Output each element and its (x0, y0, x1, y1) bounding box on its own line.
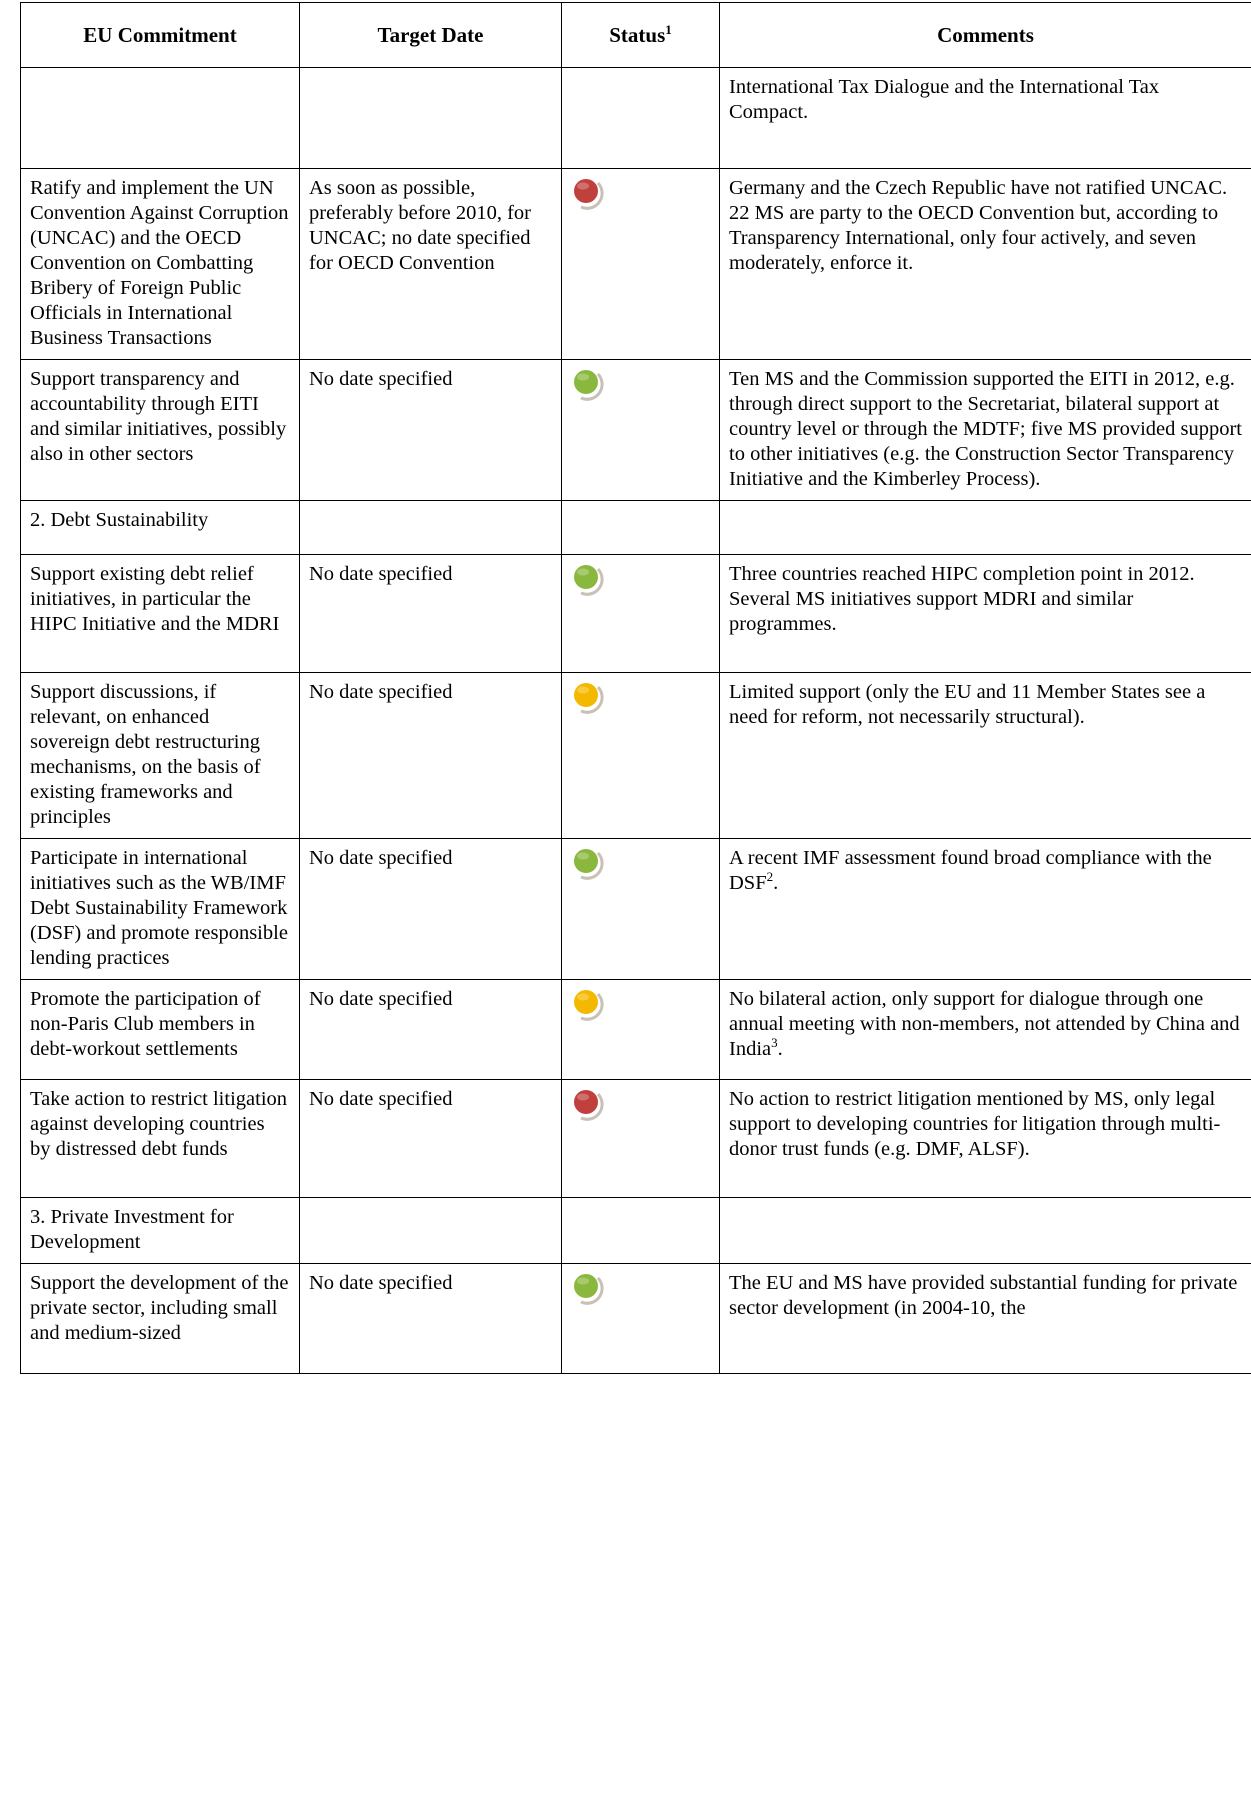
table-row (21, 1264, 1251, 1374)
table-row (21, 360, 1251, 501)
commitment-cell: Support the development of the private sector, including small and medium-sized (21, 1264, 300, 1374)
commitment-cell: Participate in international initiatives such as the WB/IMF Debt Sustainability Framework (DSF) and promote responsible lending practices (21, 839, 300, 980)
table-row (21, 555, 1251, 673)
section-row (21, 501, 1251, 555)
comments-cell: Ten MS and the Commission supported the EITI in 2012, e.g. through direct support to the Secretariat, bilateral support at country level or through the MDTF; five MS provided support to other initiatives (e.g. the Construction Sector Transparency Initiative and the Kimberley Process). (720, 360, 1251, 501)
status-cell (562, 360, 720, 501)
commitment-cell: Support discussions, if relevant, on enhanced sovereign debt restructuring mechanisms, on the basis of existing frameworks and principles (21, 673, 300, 839)
comments-cell: International Tax Dialogue and the International Tax Compact. (720, 68, 1251, 169)
target-date-cell: No date specified (300, 980, 562, 1080)
target-date-cell: No date specified (300, 1264, 562, 1374)
commitment-cell: Support existing debt relief initiatives, in particular the HIPC Initiative and the MDRI (21, 555, 300, 673)
footnote-marker: 2 (766, 869, 774, 885)
status-cell (562, 68, 720, 169)
empty-cell (562, 1198, 720, 1264)
footnote-marker: 3 (771, 1035, 778, 1051)
status-cell (562, 673, 720, 839)
red-status-dot-icon (571, 1087, 605, 1121)
green-status-dot-icon (571, 1271, 605, 1305)
comments-cell: Germany and the Czech Republic have not ratified UNCAC. 22 MS are party to the OECD Convention but, according to Transparency International, only four actively, and seven moderately, enforce it. (720, 169, 1251, 360)
status-cell (562, 1264, 720, 1374)
amber-status-dot-icon (571, 987, 605, 1021)
header-commitment: EU Commitment (21, 3, 300, 68)
target-date-cell: No date specified (300, 555, 562, 673)
green-status-dot-icon (571, 846, 605, 880)
header-status-label: Status (609, 22, 666, 47)
comments-cell: No action to restrict litigation mentioned by MS, only legal support to developing countries for litigation through multi-donor trust funds (e.g. DMF, ALSF). (720, 1080, 1251, 1198)
table-row (21, 68, 1251, 169)
header-status (562, 3, 720, 68)
comments-cell: The EU and MS have provided substantial funding for private sector development (in 2004-10, the (720, 1264, 1251, 1374)
table-row (21, 980, 1251, 1080)
comments-cell: Limited support (only the EU and 11 Member States see a need for reform, not necessarily structural). (720, 673, 1251, 839)
status-cell (562, 1080, 720, 1198)
target-date-cell: No date specified (300, 360, 562, 501)
header-target-date: Target Date (300, 3, 562, 68)
target-date-cell: No date specified (300, 673, 562, 839)
target-date-cell: As soon as possible, preferably before 2010, for UNCAC; no date specified for OECD Convention (300, 169, 562, 360)
table-row (21, 1080, 1251, 1198)
comments-cell: Three countries reached HIPC completion point in 2012. Several MS initiatives support MDRI and similar programmes. (720, 555, 1251, 673)
status-cell (562, 169, 720, 360)
commitment-cell: Support transparency and accountability through EITI and similar initiatives, possibly also in other sectors (21, 360, 300, 501)
commitment-cell: Take action to restrict litigation against developing countries by distressed debt funds (21, 1080, 300, 1198)
table-row (21, 673, 1251, 839)
target-date-cell: No date specified (300, 839, 562, 980)
green-status-dot-icon (571, 562, 605, 596)
commitments-table (20, 2, 1251, 1374)
empty-cell (720, 1198, 1251, 1264)
header-comments: Comments (720, 3, 1251, 68)
empty-cell (300, 1198, 562, 1264)
header-row (21, 3, 1251, 68)
target-date-cell (300, 68, 562, 169)
empty-cell (720, 501, 1251, 555)
amber-status-dot-icon (571, 680, 605, 714)
comments-cell: No bilateral action, only support for dialogue through one annual meeting with non-members, not attended by China and India$^3$. (720, 980, 1251, 1080)
status-footnote-marker: 1 (665, 21, 672, 37)
empty-cell (562, 501, 720, 555)
status-cell (562, 980, 720, 1080)
table-row (21, 839, 1251, 980)
commitment-cell: Ratify and implement the UN Convention Against Corruption (UNCAC) and the OECD Convention on Combatting Bribery of Foreign Public Officials in International Business Transactions (21, 169, 300, 360)
section-heading: 2. Debt Sustainability (21, 501, 300, 555)
status-cell (562, 555, 720, 673)
table-row (21, 169, 1251, 360)
commitment-cell (21, 68, 300, 169)
target-date-cell: No date specified (300, 1080, 562, 1198)
status-cell (562, 839, 720, 980)
commitment-cell: Promote the participation of non-Paris Club members in debt-workout settlements (21, 980, 300, 1080)
section-heading: 3. Private Investment for Development (21, 1198, 300, 1264)
empty-cell (300, 501, 562, 555)
red-status-dot-icon (571, 176, 605, 210)
section-row (21, 1198, 1251, 1264)
comments-cell: A recent IMF assessment found broad compliance with the DSF$^2$. (720, 839, 1251, 980)
green-status-dot-icon (571, 367, 605, 401)
